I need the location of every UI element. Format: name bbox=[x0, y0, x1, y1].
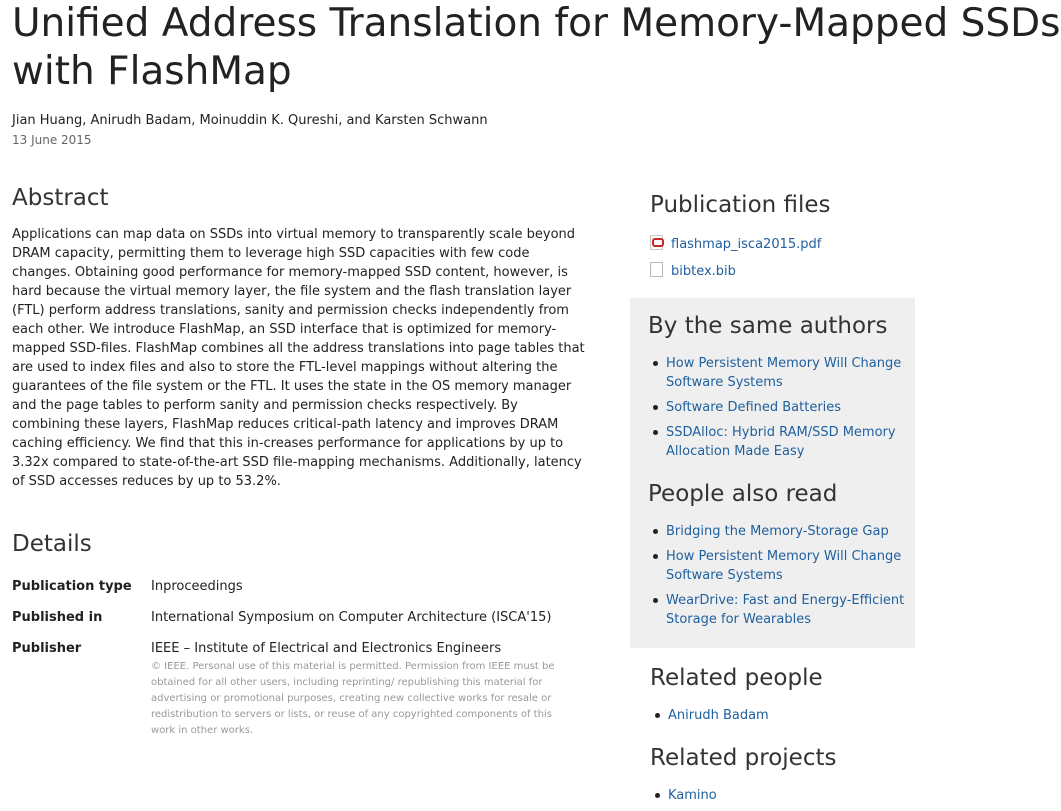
list-item bbox=[668, 786, 913, 805]
related-people-heading: Related people bbox=[650, 665, 823, 691]
related-projects-heading: Related projects bbox=[650, 745, 837, 771]
list-item bbox=[666, 591, 911, 629]
publication-date: 13 June 2015 bbox=[12, 133, 92, 147]
same-authors-link[interactable]: How Persistent Memory Will Change Software Systems bbox=[666, 356, 902, 390]
file-item-bib[interactable] bbox=[650, 262, 736, 279]
same-authors-heading: By the same authors bbox=[648, 313, 888, 339]
file-icon bbox=[650, 262, 663, 277]
also-read-link[interactable]: Bridging the Memory-Storage Gap bbox=[666, 524, 889, 539]
list-item bbox=[666, 423, 911, 461]
detail-label: Publisher bbox=[12, 641, 82, 656]
page-title-line-1: Unified Address Translation for Memory-Mapped SSDs bbox=[12, 1, 1061, 46]
copyright-notice: © IEEE. Personal use of this material is permitted. Permission from IEEE must be obtained for all other users, including reprinting/ republishing this material for advertising or promotional purposes, creating new collective works for resale or redistribution to servers or lists, or reuse of any copyrighted components of this work in other works. bbox=[151, 661, 555, 736]
abstract-heading: Abstract bbox=[12, 185, 109, 211]
page-title-line-2: with FlashMap bbox=[12, 49, 292, 94]
detail-value: IEEE – Institute of Electrical and Electronics Engineers bbox=[151, 641, 502, 656]
page-title bbox=[12, 0, 1061, 96]
related-project-link[interactable]: Kamino bbox=[668, 788, 717, 803]
author-list: Jian Huang, Anirudh Badam, Moinuddin K. Qureshi, and Karsten Schwann bbox=[12, 113, 488, 128]
detail-row-publisher bbox=[12, 641, 582, 741]
also-read-link[interactable]: How Persistent Memory Will Change Software Systems bbox=[666, 549, 902, 583]
same-authors-link[interactable]: Software Defined Batteries bbox=[666, 400, 842, 415]
abstract-text: Applications can map data on SSDs into virtual memory to transparently scale beyond DRAM capacity, permitting them to leverage high SSD capacities with few code changes. Obtaining good performance for memory-mapped SSD content, however, is hard because the virtual memory layer, the file system and the flash translation layer (FTL) perform address translations, sanity and permission checks independently from each other. We introduce FlashMap, an SSD interface that is optimized for memory-mapped SSD-files. FlashMap combines all the address translations into page tables that are used to index files and also to store the FTL-level mappings without altering the guarantees of the file system or the FTL. It uses the state in the OS memory manager and the page tables to perform sanity and permission checks respectively. By combining these layers, FlashMap reduces critical-path latency and improves DRAM caching efficiency. We find that this in-creases performance for applications by up to 3.32x compared to state-of-the-art SSD file-mapping mechanisms. Additionally, latency of SSD accesses reduces by up to 53.2%. bbox=[12, 227, 585, 489]
list-item bbox=[668, 706, 913, 725]
list-item bbox=[666, 522, 911, 541]
same-authors-link[interactable]: SSDAlloc: Hybrid RAM/SSD Memory Allocation Made Easy bbox=[666, 425, 896, 459]
list-item bbox=[666, 547, 911, 585]
list-item bbox=[666, 398, 911, 417]
also-read-link[interactable]: WearDrive: Fast and Energy-Efficient Storage for Wearables bbox=[666, 593, 905, 627]
related-person-link[interactable]: Anirudh Badam bbox=[668, 708, 769, 723]
detail-value: International Symposium on Computer Architecture (ISCA'15) bbox=[151, 610, 552, 625]
details-heading: Details bbox=[12, 531, 92, 557]
people-also-read-list bbox=[666, 522, 911, 635]
detail-label: Published in bbox=[12, 610, 103, 625]
publication-files-heading: Publication files bbox=[650, 192, 831, 218]
detail-value: Inproceedings bbox=[151, 579, 243, 594]
related-people-list bbox=[668, 706, 913, 731]
same-authors-list bbox=[666, 354, 911, 467]
list-item bbox=[666, 354, 911, 392]
pdf-file-icon bbox=[650, 235, 663, 250]
people-also-read-heading: People also read bbox=[648, 481, 838, 507]
detail-label: Publication type bbox=[12, 579, 132, 594]
bibtex-file-link[interactable]: bibtex.bib bbox=[671, 264, 736, 279]
pdf-file-link[interactable]: flashmap_isca2015.pdf bbox=[671, 237, 822, 252]
related-projects-list bbox=[668, 786, 913, 811]
file-item-pdf[interactable] bbox=[650, 235, 821, 252]
